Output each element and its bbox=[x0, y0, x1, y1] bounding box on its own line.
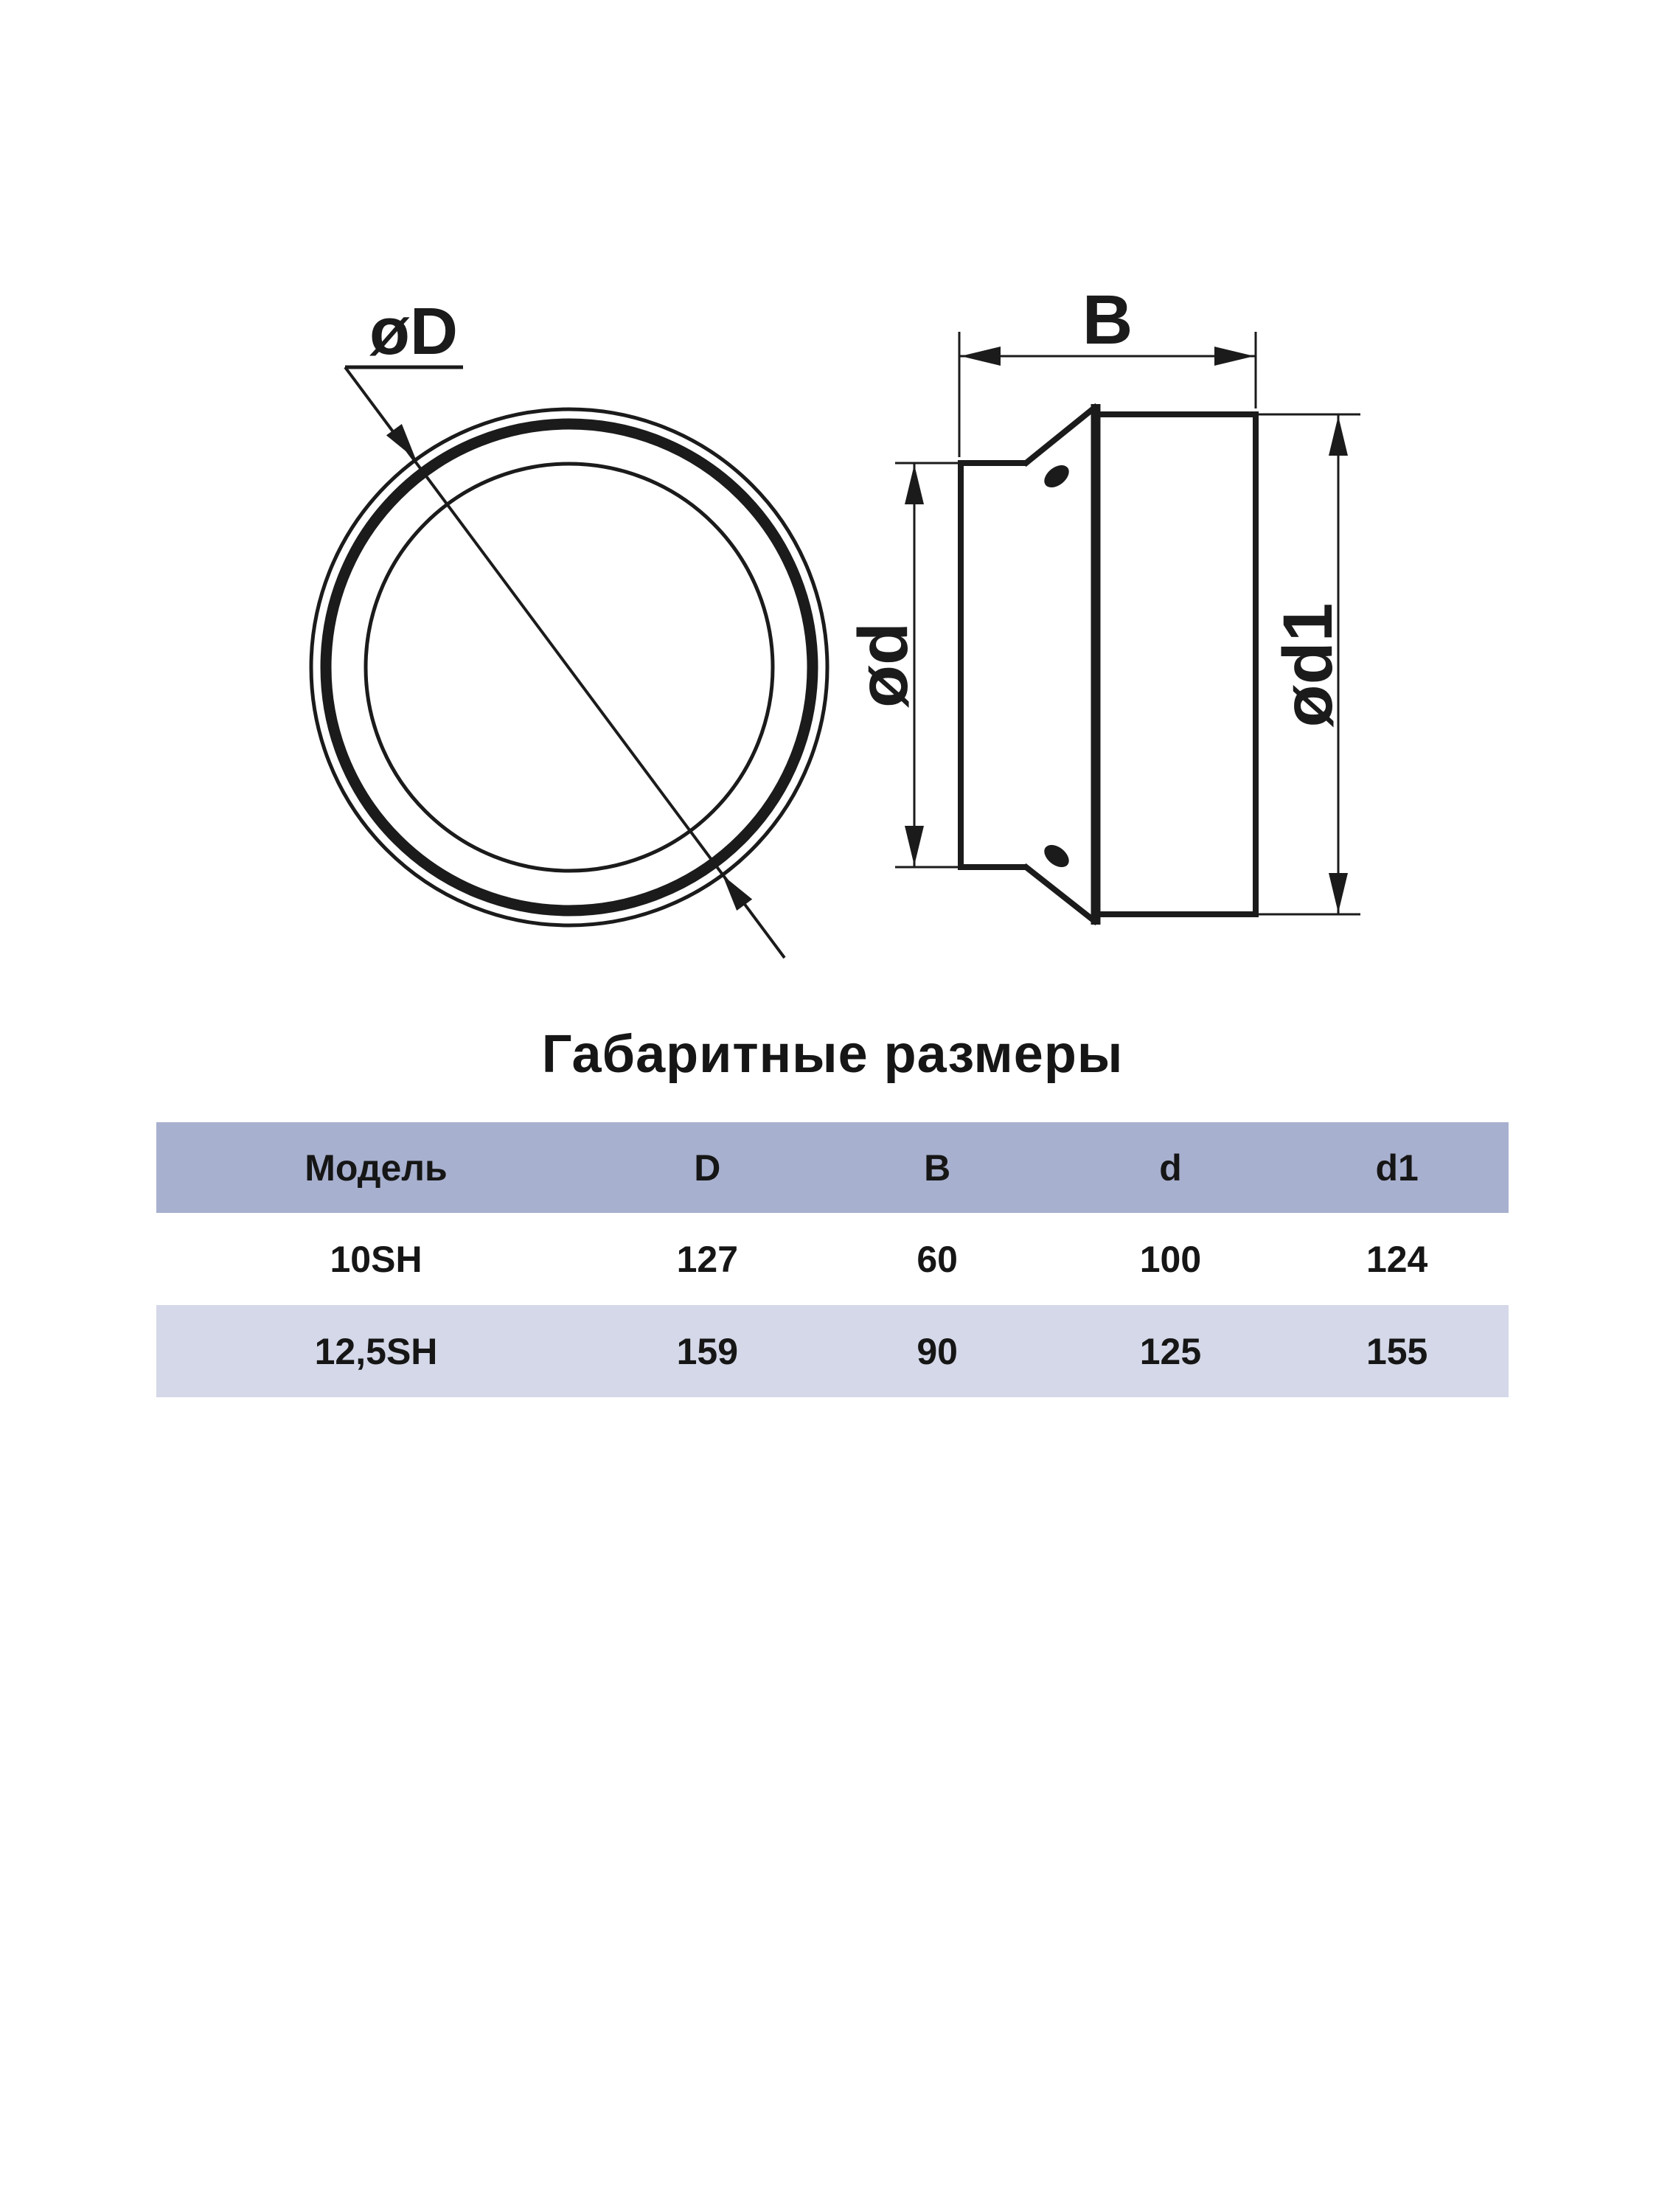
spigot-dia-arrow-up-icon bbox=[905, 465, 924, 504]
dimensions-table bbox=[156, 1122, 1509, 1397]
cell-d: 100 bbox=[1139, 1238, 1202, 1280]
screw-hole-bottom-icon bbox=[1040, 841, 1074, 872]
body-diameter-label: ød1 bbox=[1269, 602, 1347, 728]
header-cell-d: d bbox=[1159, 1147, 1182, 1189]
header-cell-B: B bbox=[924, 1147, 951, 1189]
cell-d1: 155 bbox=[1366, 1330, 1428, 1372]
body-dia-arrow-up-icon bbox=[1329, 416, 1348, 456]
side-view bbox=[958, 404, 1256, 925]
diameter-arrow-bottom-icon bbox=[723, 875, 752, 911]
body-diameter-dimension bbox=[1256, 414, 1360, 914]
cell-B: 60 bbox=[917, 1238, 958, 1280]
flange-cone-bottom-edge bbox=[1024, 866, 1097, 923]
cell-d1: 124 bbox=[1366, 1238, 1428, 1280]
depth-label: B bbox=[1082, 281, 1133, 359]
spigot-diameter-dimension bbox=[844, 463, 959, 867]
screw-hole-top-icon bbox=[1040, 461, 1074, 492]
cell-B: 90 bbox=[917, 1330, 958, 1372]
cell-d: 125 bbox=[1139, 1330, 1202, 1372]
depth-dimension bbox=[959, 281, 1256, 457]
dimension-drawing bbox=[0, 0, 1659, 1077]
cell-D: 159 bbox=[676, 1330, 739, 1372]
table-header-row bbox=[156, 1122, 1509, 1213]
cell-D: 127 bbox=[676, 1238, 739, 1280]
section-title: Габаритные размеры bbox=[541, 1025, 1124, 1084]
cell-model: 12,5SH bbox=[314, 1330, 438, 1372]
front-view-diameter-label: øD bbox=[369, 295, 458, 369]
cell-model: 10SH bbox=[330, 1238, 422, 1280]
table-row bbox=[156, 1305, 1509, 1397]
header-cell-D: D bbox=[694, 1147, 721, 1189]
table-row bbox=[156, 1213, 1509, 1305]
header-cell-d1: d1 bbox=[1375, 1147, 1419, 1189]
depth-arrow-left-icon bbox=[961, 347, 1001, 366]
spigot-dia-arrow-down-icon bbox=[905, 826, 924, 866]
header-cell-model: Модель bbox=[305, 1147, 448, 1189]
body-dia-arrow-down-icon bbox=[1329, 873, 1348, 913]
spigot-diameter-label: ød bbox=[844, 622, 922, 709]
depth-arrow-right-icon bbox=[1214, 347, 1254, 366]
flange-cone-top-edge bbox=[1024, 406, 1097, 465]
front-view bbox=[311, 295, 827, 958]
